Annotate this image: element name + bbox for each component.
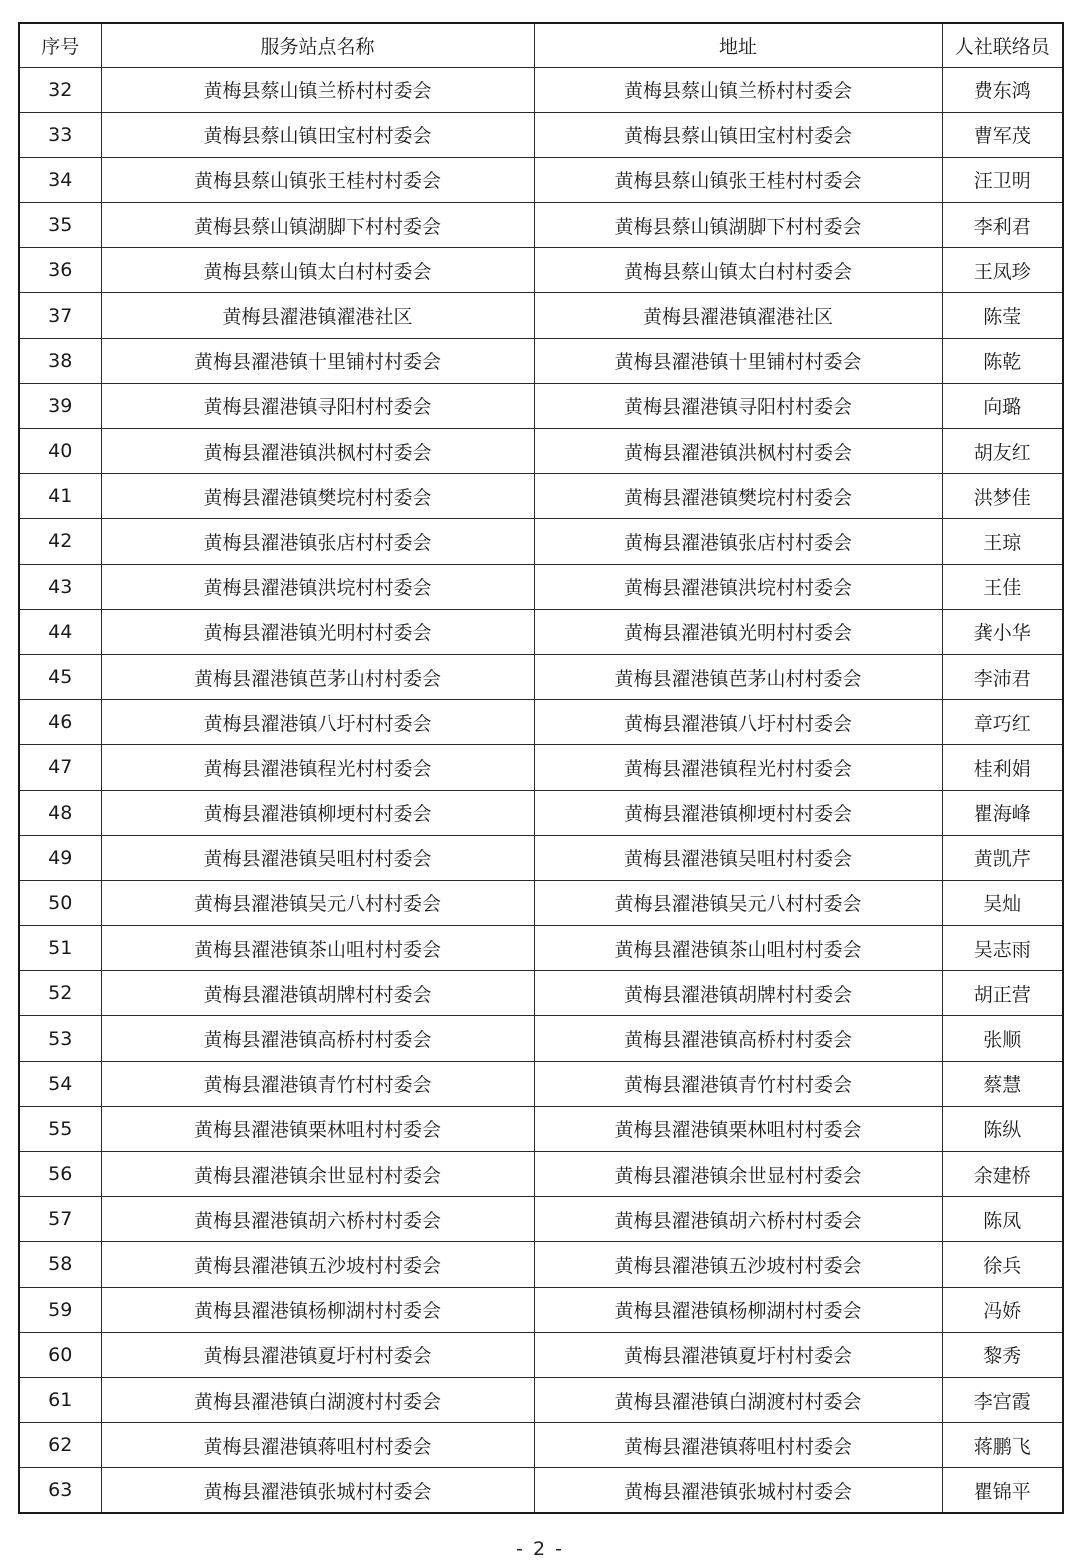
cell-station-name: 黄梅县濯港镇樊垸村村委会 [101,474,534,519]
cell-station-name: 黄梅县濯港镇张城村村委会 [101,1468,534,1513]
cell-no: 37 [19,293,101,338]
cell-no: 54 [19,1061,101,1106]
table-row [19,112,1063,157]
cell-address: 黄梅县蔡山镇太白村村委会 [534,248,942,293]
cell-address: 黄梅县濯港镇白湖渡村村委会 [534,1377,942,1422]
table-row [19,293,1063,338]
cell-no: 63 [19,1468,101,1513]
cell-station-name: 黄梅县濯港镇八圩村村委会 [101,700,534,745]
cell-station-name: 黄梅县濯港镇蒋咀村村委会 [101,1423,534,1468]
cell-staff: 陈乾 [942,338,1063,383]
cell-staff: 吴志雨 [942,926,1063,971]
table-row [19,1468,1063,1513]
cell-station-name: 黄梅县濯港镇胡六桥村村委会 [101,1197,534,1242]
cell-address: 黄梅县濯港镇芭茅山村村委会 [534,654,942,699]
cell-no: 34 [19,157,101,202]
cell-no: 61 [19,1377,101,1422]
table-row [19,880,1063,925]
cell-no: 35 [19,203,101,248]
cell-staff: 张顺 [942,1016,1063,1061]
cell-no: 51 [19,926,101,971]
cell-staff: 瞿锦平 [942,1468,1063,1513]
cell-staff: 龚小华 [942,609,1063,654]
cell-address: 黄梅县濯港镇余世显村村委会 [534,1152,942,1197]
cell-no: 57 [19,1197,101,1242]
table-row [19,383,1063,428]
cell-no: 60 [19,1332,101,1377]
cell-address: 黄梅县蔡山镇兰桥村村委会 [534,67,942,112]
service-station-table [18,22,1064,1514]
table-row [19,1287,1063,1332]
cell-no: 42 [19,519,101,564]
table-row [19,790,1063,835]
cell-staff: 李沛君 [942,654,1063,699]
cell-no: 56 [19,1152,101,1197]
table-row [19,1197,1063,1242]
cell-station-name: 黄梅县蔡山镇张王桂村村委会 [101,157,534,202]
cell-station-name: 黄梅县蔡山镇太白村村委会 [101,248,534,293]
cell-address: 黄梅县濯港镇五沙坡村村委会 [534,1242,942,1287]
cell-address: 黄梅县濯港镇夏圩村村委会 [534,1332,942,1377]
cell-no: 45 [19,654,101,699]
cell-no: 36 [19,248,101,293]
cell-staff: 陈纵 [942,1106,1063,1151]
cell-station-name: 黄梅县濯港镇吴咀村村委会 [101,835,534,880]
cell-address: 黄梅县濯港镇洪枫村村委会 [534,429,942,474]
cell-station-name: 黄梅县蔡山镇湖脚下村村委会 [101,203,534,248]
cell-staff: 汪卫明 [942,157,1063,202]
cell-station-name: 黄梅县濯港镇白湖渡村村委会 [101,1377,534,1422]
cell-address: 黄梅县蔡山镇田宝村村委会 [534,112,942,157]
service-station-table-container [18,22,1062,1514]
cell-staff: 王琼 [942,519,1063,564]
header-row [19,23,1063,67]
cell-no: 40 [19,429,101,474]
cell-no: 49 [19,835,101,880]
cell-staff: 胡友红 [942,429,1063,474]
cell-staff: 瞿海峰 [942,790,1063,835]
table-row [19,700,1063,745]
cell-address: 黄梅县濯港镇寻阳村村委会 [534,383,942,428]
cell-station-name: 黄梅县濯港镇洪枫村村委会 [101,429,534,474]
cell-staff: 陈凤 [942,1197,1063,1242]
cell-station-name: 黄梅县蔡山镇兰桥村村委会 [101,67,534,112]
cell-station-name: 黄梅县濯港镇程光村村委会 [101,745,534,790]
cell-no: 32 [19,67,101,112]
table-row [19,1152,1063,1197]
cell-staff: 王佳 [942,564,1063,609]
cell-station-name: 黄梅县濯港镇高桥村村委会 [101,1016,534,1061]
cell-station-name: 黄梅县濯港镇五沙坡村村委会 [101,1242,534,1287]
table-row [19,1016,1063,1061]
cell-no: 62 [19,1423,101,1468]
cell-staff: 徐兵 [942,1242,1063,1287]
cell-station-name: 黄梅县濯港镇柳埂村村委会 [101,790,534,835]
cell-staff: 胡正营 [942,971,1063,1016]
cell-station-name: 黄梅县濯港镇茶山咀村村委会 [101,926,534,971]
cell-no: 52 [19,971,101,1016]
table-header [19,23,1063,67]
cell-address: 黄梅县濯港镇高桥村村委会 [534,1016,942,1061]
cell-station-name: 黄梅县濯港镇胡牌村村委会 [101,971,534,1016]
cell-staff: 吴灿 [942,880,1063,925]
cell-address: 黄梅县濯港镇洪垸村村委会 [534,564,942,609]
cell-station-name: 黄梅县濯港镇栗林咀村村委会 [101,1106,534,1151]
table-row [19,1332,1063,1377]
cell-station-name: 黄梅县濯港镇吴元八村村委会 [101,880,534,925]
table-row [19,564,1063,609]
cell-staff: 黄凯芹 [942,835,1063,880]
cell-address: 黄梅县濯港镇张城村村委会 [534,1468,942,1513]
cell-address: 黄梅县濯港镇青竹村村委会 [534,1061,942,1106]
cell-address: 黄梅县濯港镇光明村村委会 [534,609,942,654]
cell-no: 46 [19,700,101,745]
cell-staff: 黎秀 [942,1332,1063,1377]
cell-staff: 洪梦佳 [942,474,1063,519]
cell-no: 59 [19,1287,101,1332]
table-row [19,745,1063,790]
cell-no: 44 [19,609,101,654]
table-row [19,1423,1063,1468]
table-row [19,926,1063,971]
cell-no: 33 [19,112,101,157]
table-row [19,429,1063,474]
cell-station-name: 黄梅县濯港镇濯港社区 [101,293,534,338]
table-row [19,654,1063,699]
table-row [19,609,1063,654]
cell-address: 黄梅县濯港镇樊垸村村委会 [534,474,942,519]
cell-staff: 李利君 [942,203,1063,248]
cell-station-name: 黄梅县濯港镇洪垸村村委会 [101,564,534,609]
cell-address: 黄梅县濯港镇茶山咀村村委会 [534,926,942,971]
cell-no: 43 [19,564,101,609]
cell-staff: 向璐 [942,383,1063,428]
cell-station-name: 黄梅县濯港镇青竹村村委会 [101,1061,534,1106]
cell-address: 黄梅县濯港镇十里铺村村委会 [534,338,942,383]
table-row [19,67,1063,112]
cell-address: 黄梅县濯港镇八圩村村委会 [534,700,942,745]
cell-station-name: 黄梅县蔡山镇田宝村村委会 [101,112,534,157]
cell-address: 黄梅县濯港镇濯港社区 [534,293,942,338]
cell-no: 38 [19,338,101,383]
table-row [19,835,1063,880]
table-row [19,1242,1063,1287]
table-row [19,971,1063,1016]
cell-no: 47 [19,745,101,790]
header-station-name: 服务站点名称 [101,23,534,67]
cell-staff: 王凤珍 [942,248,1063,293]
table-row [19,1106,1063,1151]
cell-no: 39 [19,383,101,428]
header-address: 地址 [534,23,942,67]
cell-staff: 蔡慧 [942,1061,1063,1106]
cell-station-name: 黄梅县濯港镇寻阳村村委会 [101,383,534,428]
cell-staff: 蒋鹏飞 [942,1423,1063,1468]
cell-no: 41 [19,474,101,519]
cell-station-name: 黄梅县濯港镇夏圩村村委会 [101,1332,534,1377]
cell-address: 黄梅县濯港镇蒋咀村村委会 [534,1423,942,1468]
cell-staff: 曹军茂 [942,112,1063,157]
cell-station-name: 黄梅县濯港镇十里铺村村委会 [101,338,534,383]
cell-address: 黄梅县濯港镇吴元八村村委会 [534,880,942,925]
header-staff: 人社联络员 [942,23,1063,67]
cell-address: 黄梅县濯港镇程光村村委会 [534,745,942,790]
cell-no: 48 [19,790,101,835]
cell-address: 黄梅县濯港镇柳埂村村委会 [534,790,942,835]
table-row [19,474,1063,519]
cell-address: 黄梅县蔡山镇张王桂村村委会 [534,157,942,202]
table-row [19,1377,1063,1422]
table-body [19,67,1063,1513]
cell-no: 53 [19,1016,101,1061]
cell-station-name: 黄梅县濯港镇张店村村委会 [101,519,534,564]
cell-staff: 李宫霞 [942,1377,1063,1422]
table-row [19,338,1063,383]
cell-staff: 余建桥 [942,1152,1063,1197]
cell-no: 58 [19,1242,101,1287]
cell-staff: 桂利娟 [942,745,1063,790]
cell-staff: 冯娇 [942,1287,1063,1332]
cell-staff: 费东鸿 [942,67,1063,112]
cell-no: 55 [19,1106,101,1151]
cell-station-name: 黄梅县濯港镇余世显村村委会 [101,1152,534,1197]
cell-address: 黄梅县濯港镇胡六桥村村委会 [534,1197,942,1242]
cell-address: 黄梅县濯港镇胡牌村村委会 [534,971,942,1016]
cell-address: 黄梅县濯港镇栗林咀村村委会 [534,1106,942,1151]
page-number: - 2 - [516,1538,564,1560]
cell-address: 黄梅县濯港镇吴咀村村委会 [534,835,942,880]
table-row [19,157,1063,202]
cell-station-name: 黄梅县濯港镇芭茅山村村委会 [101,654,534,699]
cell-station-name: 黄梅县濯港镇光明村村委会 [101,609,534,654]
table-row [19,203,1063,248]
cell-address: 黄梅县濯港镇杨柳湖村村委会 [534,1287,942,1332]
cell-staff: 章巧红 [942,700,1063,745]
table-row [19,248,1063,293]
cell-no: 50 [19,880,101,925]
cell-address: 黄梅县濯港镇张店村村委会 [534,519,942,564]
table-row [19,1061,1063,1106]
cell-staff: 陈莹 [942,293,1063,338]
header-no: 序号 [19,23,101,67]
cell-station-name: 黄梅县濯港镇杨柳湖村村委会 [101,1287,534,1332]
cell-address: 黄梅县蔡山镇湖脚下村村委会 [534,203,942,248]
table-row [19,519,1063,564]
